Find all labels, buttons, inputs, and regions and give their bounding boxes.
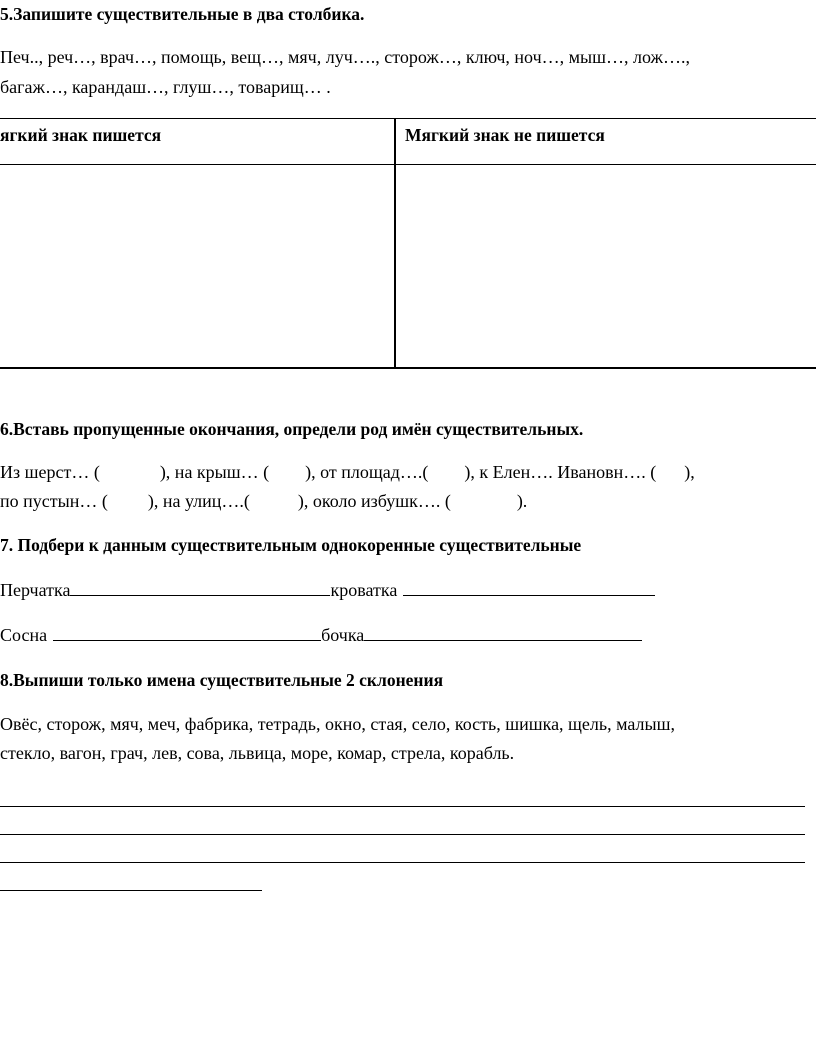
task6-l1-e: ), [684,462,695,482]
table-header-soft-sign: ягкий знак пишется [0,125,162,145]
task7-row1 [0,579,655,601]
table-border-bottom [0,367,816,369]
table-cell-no-soft-sign[interactable] [398,166,814,366]
table-cell-soft-sign[interactable] [2,166,392,366]
task6-heading: 6.Вставь пропущенные окончания, определи род имён существительных. [0,419,584,439]
table-header-divider [0,164,816,165]
answer-line-sosna[interactable] [53,624,321,641]
task6-l1-b: ), на крыш… ( [159,462,270,482]
answer-line-krovatka[interactable] [403,579,655,596]
answer-line-perchatka[interactable] [70,579,330,596]
word-sosna: Сосна [0,625,48,645]
task6-l1-c: ), от площад….( [305,462,429,482]
task6-l2-d: ). [516,491,528,511]
task7-heading: 7. Подбери к данным существительным однокоренные существительные [0,535,582,555]
task6-l2-c: ), около избушк…. ( [297,491,451,511]
task7-row2 [0,624,642,646]
answer-line-1[interactable] [0,806,805,807]
answer-line-3[interactable] [0,862,805,863]
task6-line1 [0,462,695,483]
answer-line-bochka[interactable] [364,624,642,641]
word-krovatka: кроватка [330,580,398,600]
task8-heading: 8.Выпиши только имена существительные 2 склонения [0,670,444,690]
word-perchatka: Перчатка [0,580,71,600]
answer-line-2[interactable] [0,834,805,835]
task5-words-line2: багаж…, карандаш…, глуш…, товарищ… . [0,77,331,97]
table-header-no-soft-sign: Мягкий знак не пишется [405,125,605,145]
answer-line-4[interactable] [0,890,262,891]
task5-heading: 5.Запишите существительные в два столбика. [0,4,365,24]
task6-l1-a: Из шерст… ( [0,462,100,482]
task6-l2-a: по пустын… ( [0,491,108,511]
task8-words-line2: стекло, вагон, грач, лев, сова, львица, море, комар, стрела, корабль. [0,743,515,763]
task6-l2-b: ), на улиц….( [147,491,250,511]
task5-words-line1: Печ.., реч…, врач…, помощь, вещ…, мяч, луч…., сторож…, ключ, ноч…, мыш…, лож…., [0,47,690,67]
task6-l1-d: ), к Елен…. Ивановн…. ( [464,462,657,482]
word-bochka: бочка [321,625,365,645]
table-border-top [0,118,816,119]
task6-line2 [0,491,527,512]
table-column-divider [394,118,396,368]
task8-words-line1: Овёс, сторож, мяч, меч, фабрика, тетрадь, окно, стая, село, кость, шишка, щель, малыш, [0,714,675,734]
